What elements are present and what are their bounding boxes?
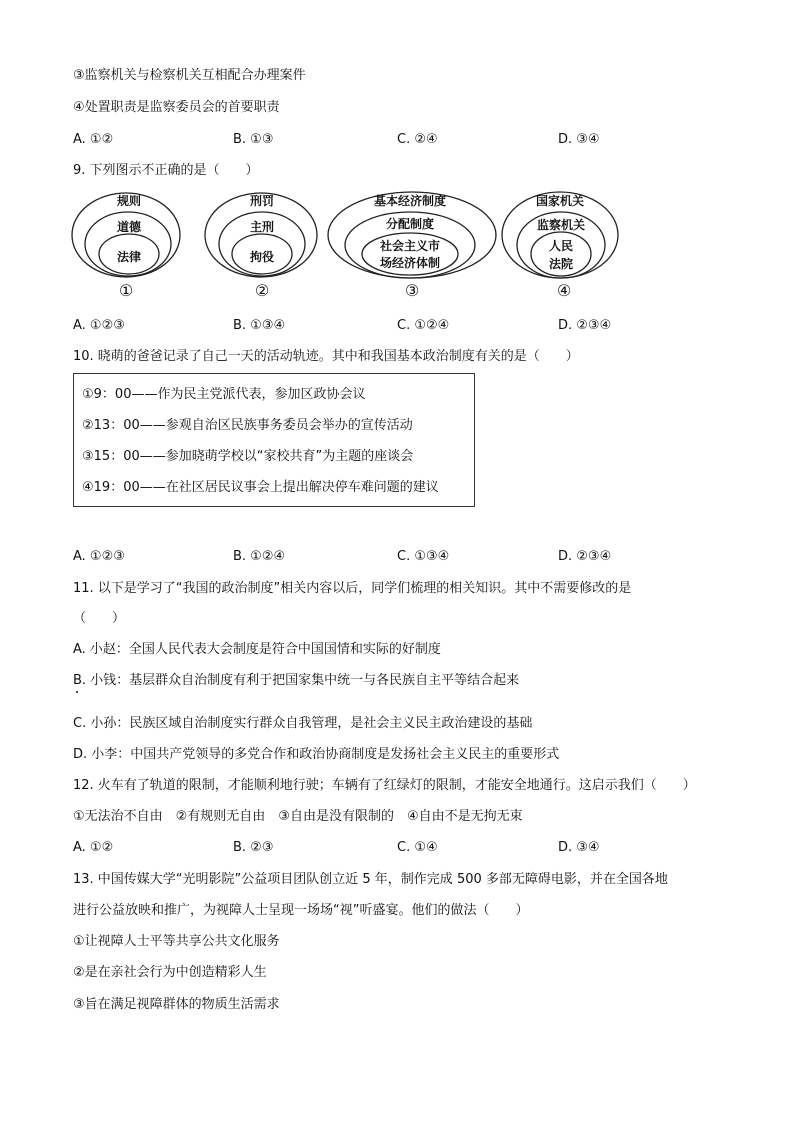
diagram-1-outer-text: 规则 — [116, 194, 142, 208]
q12-statements: ①无法治不自由 ②有规则无自由 ③自由是没有限制的 ④自由不是无拘无束 — [73, 809, 523, 824]
q10-option-a[interactable]: A. ①②③ — [73, 549, 125, 564]
q13-statement-1: ①让视障人士平等共享公共文化服务 — [73, 934, 280, 949]
diagram-1-middle-text: 道德 — [116, 220, 142, 234]
q11-option-c[interactable]: C. 小孙：民族区域自治制度实行群众自我管理，是社会主义民主政治建设的基础 — [73, 716, 533, 731]
diagram-1-label: ① — [118, 281, 134, 300]
q13-statement-2: ②是在亲社会行为中创造精彩人生 — [73, 965, 267, 980]
diagram-2-outer-text: 刑罚 — [249, 194, 275, 208]
diagram-2 — [205, 193, 317, 300]
q9-option-c[interactable]: C. ①②④ — [397, 318, 450, 333]
diagram-4-inner-text-1: 人民 — [548, 239, 574, 253]
q8-option-c[interactable]: C. ②④ — [397, 132, 438, 147]
q10-stem: 10. 晓萌的爸爸记录了自己一天的活动轨迹。其中和我国基本政治制度有关的是（ ） — [73, 349, 579, 364]
q12-option-c[interactable]: C. ①④ — [397, 840, 438, 855]
activity-log-item-1: ①9：00——作为民主党派代表，参加区政协会议 — [82, 387, 366, 402]
diagram-4 — [502, 192, 618, 300]
diagram-1 — [72, 193, 180, 300]
q11-stem-paren: （ ） — [73, 611, 126, 626]
q11-option-a[interactable]: A. 小赵：全国人民代表大会制度是符合中国国情和实际的好制度 — [73, 642, 441, 657]
q8-option-d[interactable]: D. ③④ — [558, 132, 600, 147]
diagram-3 — [328, 192, 496, 300]
q13-stem-cont: 进行公益放映和推广，为视障人士呈现一场场“视”听盛宴。他们的做法（ ） — [73, 903, 529, 918]
nested-ellipse-diagrams — [70, 190, 630, 300]
diagram-4-outer-text: 国家机关 — [535, 194, 585, 208]
diagram-4-label: ④ — [556, 281, 572, 300]
q9-option-b[interactable]: B. ①③④ — [233, 318, 286, 333]
diagram-3-middle-text: 分配制度 — [385, 217, 435, 231]
activity-log-item-3: ③15：00——参加晓萌学校以“家校共育”为主题的座谈会 — [82, 449, 414, 464]
q12-option-a[interactable]: A. ①② — [73, 840, 114, 855]
q8-statement-3: ③监察机关与检察机关互相配合办理案件 — [73, 68, 306, 83]
q9-diagrams — [70, 190, 630, 300]
q11-option-b[interactable]: B. 小钱：基层群众自治制度有利于把国家集中统一与各民族自主平等结合起来 — [73, 673, 520, 688]
diagram-4-middle-text: 监察机关 — [536, 218, 586, 232]
diagram-4-inner-text-2: 法院 — [548, 257, 574, 271]
q8-statement-4: ④处置职责是监察委员会的首要职责 — [73, 100, 280, 115]
q10-option-c[interactable]: C. ①③④ — [397, 549, 450, 564]
diagram-3-inner-text-1: 社会主义市 — [379, 239, 441, 253]
q13-stem: 13. 中国传媒大学“光明影院”公益项目团队创立近 5 年，制作完成 500 多部无障碍电影，并在全国各地 — [73, 872, 668, 887]
q12-option-b[interactable]: B. ②③ — [233, 840, 274, 855]
q13-statement-3: ③旨在满足视障群体的物质生活需求 — [73, 997, 280, 1012]
q10-option-d[interactable]: D. ②③④ — [558, 549, 612, 564]
diagram-3-inner-text-2: 场经济体制 — [379, 256, 441, 270]
diagram-3-outer-text: 基本经济制度 — [373, 194, 447, 208]
diagram-2-label: ② — [254, 281, 270, 300]
diagram-2-middle-text: 主刑 — [249, 220, 275, 234]
q12-option-d[interactable]: D. ③④ — [558, 840, 600, 855]
q9-stem: 9. 下列图示不正确的是（ ） — [73, 163, 259, 178]
activity-log-item-2: ②13：00——参观自治区民族事务委员会举办的宣传活动 — [82, 418, 413, 433]
activity-log-box — [73, 373, 475, 507]
q11-stem: 11. 以下是学习了“我国的政治制度”相关内容以后，同学们梳理的相关知识。其中不需要修改的是 — [73, 581, 632, 596]
diagram-2-inner-text: 拘役 — [249, 250, 275, 264]
diagram-3-label: ③ — [404, 281, 420, 300]
q9-option-d[interactable]: D. ②③④ — [558, 318, 612, 333]
q10-option-b[interactable]: B. ①②④ — [233, 549, 286, 564]
q12-stem: 12. 火车有了轨道的限制，才能顺利地行驶；车辆有了红绿灯的限制，才能安全地通行。这启示我们（ ） — [73, 778, 696, 793]
q8-option-a[interactable]: A. ①② — [73, 132, 114, 147]
diagram-1-inner-text: 法律 — [116, 250, 142, 264]
stray-dot — [76, 691, 78, 693]
q8-option-b[interactable]: B. ①③ — [233, 132, 274, 147]
q9-option-a[interactable]: A. ①②③ — [73, 318, 125, 333]
activity-log-item-4: ④19：00——在社区居民议事会上提出解决停车难问题的建议 — [82, 480, 439, 495]
q11-option-d[interactable]: D. 小李：中国共产党领导的多党合作和政治协商制度是发扬社会主义民主的重要形式 — [73, 747, 560, 762]
